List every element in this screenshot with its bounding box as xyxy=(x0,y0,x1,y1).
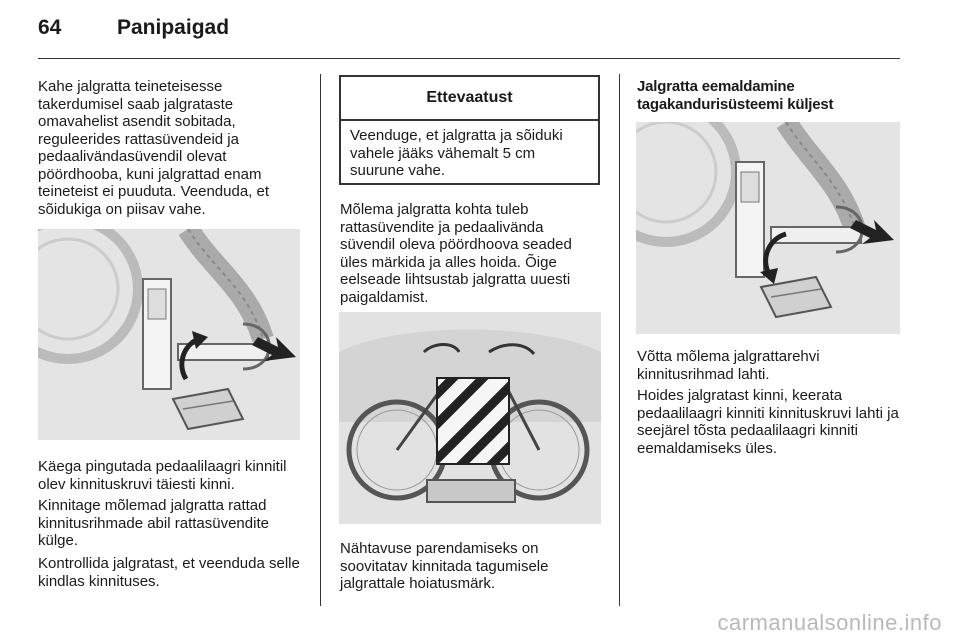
section-heading-removal: Jalgratta eemaldamine tagakandurisüsteemi küljest xyxy=(637,78,834,113)
caution-box xyxy=(339,75,600,185)
col1-paragraph-check: Kontrollida jalgratast, et veenduda selle kindlas kinnituses. xyxy=(38,555,300,590)
col1-intro-paragraph: Kahe jalgratta teineteisesse takerdumisel saab jalgrataste omavahelist asendit sobitada, reguleerides rattasüvendeid ja pedaalivändasüvendil olevat pöördhooba, kuni jalgrattad enam teineteist ei puuduta. Veenduda, et sõidukiga on piisav vahe. xyxy=(38,78,270,218)
col1-paragraph-tighten: Käega pingutada pedaalilaagri kinnitil olev kinnituskruvi täiesti kinni. xyxy=(38,458,287,493)
caution-text: Veenduge, et jalgratta ja sõiduki vahele jääks vähemalt 5 cm suurune vahe. xyxy=(350,127,563,179)
caution-title: Ettevaatust xyxy=(341,77,598,121)
page-number: 64 xyxy=(38,16,62,39)
header-rule xyxy=(38,58,900,59)
col2-paragraph-warning-sign: Nähtavuse parendamiseks on soovitatav kinnitada tagumisele jalgrattale hoiatusmärk. xyxy=(340,540,549,592)
page-title: Panipaigad xyxy=(117,16,230,39)
column-separator-1 xyxy=(320,74,321,606)
bicycles-warning-sign-illustration xyxy=(339,312,601,524)
col1-paragraph-straps: Kinnitage mõlemad jalgratta rattad kinnitusrihmade abil rattasüvendite külge. xyxy=(38,497,269,549)
col3-paragraph-loosen-clamp: Hoides jalgratast kinni, keerata pedaalilaagri kinniti kinnituskruvi lahti ja seejärel tõsta pedaalilaagri kinniti eemaldamiseks üles. xyxy=(637,387,899,457)
pedal-clamp-tighten-illustration xyxy=(38,229,300,440)
pedal-clamp-loosen-illustration xyxy=(636,122,900,334)
col3-paragraph-release-straps: Võtta mõlema jalgrattarehvi kinnitusrihmad lahti. xyxy=(637,348,820,383)
col2-paragraph-settings: Mõlema jalgratta kohta tuleb rattasüvendite ja pedaalivända süvendil oleva pöördhoova seaded üles märkida ja alles hoida. Õige eelseade lihtsustab jalgratta uuesti paigaldamist. xyxy=(340,201,572,306)
column-separator-2 xyxy=(619,74,620,606)
watermark: carmanualsonline.info xyxy=(717,610,942,635)
